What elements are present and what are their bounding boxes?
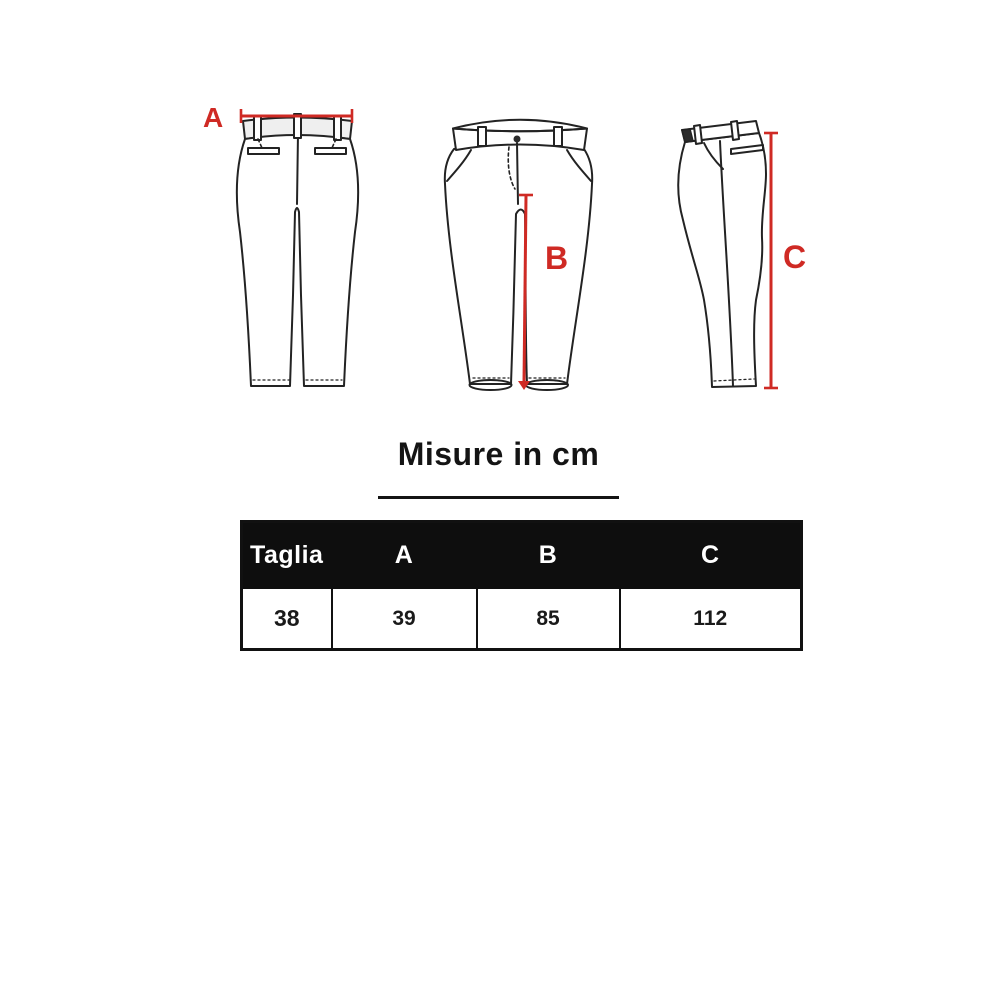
pants-front-view-illustration (425, 90, 615, 410)
pants-front-view (445, 120, 592, 390)
title-underline (378, 496, 619, 499)
back-belt-loop-center (294, 114, 301, 138)
size-table-row (242, 588, 802, 650)
back-center-seam (297, 133, 298, 204)
side-belt-loop-back (731, 121, 739, 140)
back-belt-loop-left (254, 116, 261, 140)
front-button (514, 136, 521, 143)
size-table-header-b: B (477, 522, 620, 589)
size-table-header-c: C (620, 522, 802, 589)
pants-back-view-illustration (195, 90, 385, 410)
measure-label-b: B (545, 240, 569, 276)
measure-b-arrowhead (518, 381, 530, 390)
front-fly-seam (517, 143, 518, 204)
size-cell-taglia: 38 (242, 588, 332, 650)
page-title: Misure in cm (397, 436, 600, 472)
back-belt-loop-right (334, 116, 341, 140)
pants-back-view (237, 114, 358, 386)
size-table-header-row (242, 522, 802, 589)
size-cell-a: 39 (332, 588, 477, 650)
front-waistband-inner-dark (453, 120, 587, 132)
front-belt-loop-right (554, 127, 562, 146)
size-table-header-a: A (332, 522, 477, 589)
size-cell-c: 112 (620, 588, 802, 650)
back-pocket-right (315, 148, 346, 154)
size-cell-b: 85 (477, 588, 620, 650)
size-table (240, 520, 803, 651)
pants-side-view (678, 121, 766, 387)
measure-label-a: A (203, 102, 224, 133)
measure-label-c: C (783, 239, 807, 275)
size-table-header-taglia: Taglia (242, 522, 332, 589)
front-belt-loop-left (478, 127, 486, 146)
back-pocket-left (248, 148, 279, 154)
side-belt-loop-front (694, 125, 702, 144)
